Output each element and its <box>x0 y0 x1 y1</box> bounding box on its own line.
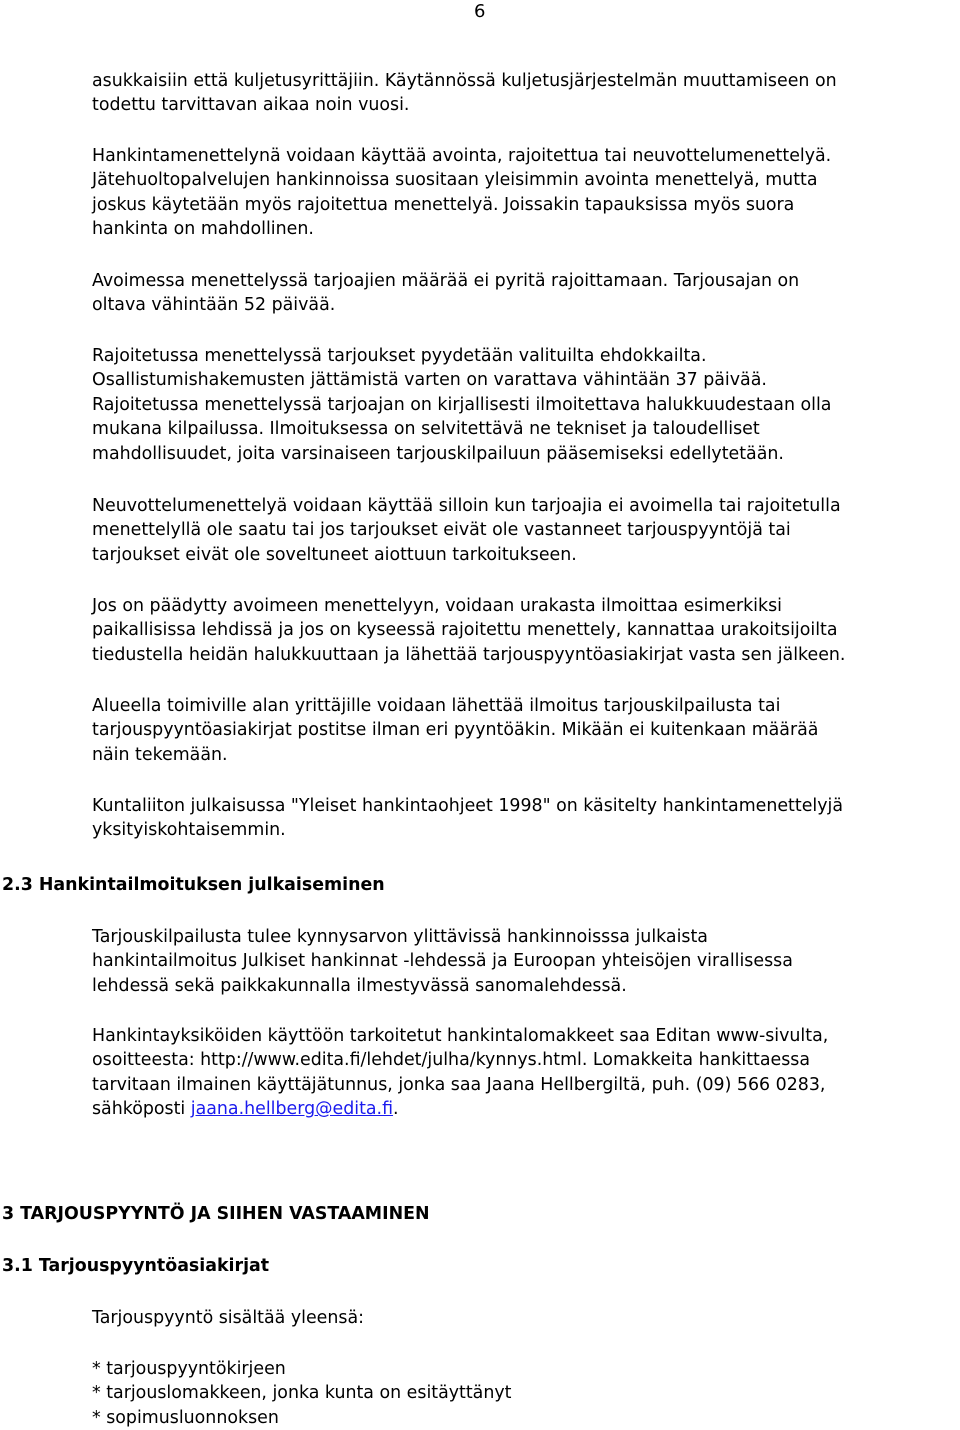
section-heading-2-3: 2.3 Hankintailmoituksen julkaiseminen <box>2 875 385 895</box>
text-line: hankintailmoitus Julkiset hankinnat -lehdessä ja Euroopan yhteisöjen virallisessa <box>92 951 793 972</box>
email-suffix: . <box>393 1099 399 1120</box>
text-line: menettelyllä ole saatu tai jos tarjoukset eivät ole vastanneet tarjouspyyntöjä tai <box>92 520 791 541</box>
text-line: Kuntaliiton julkaisussa "Yleiset hankintaohjeet 1998" on käsitelty hankintamenettelyjä <box>92 796 844 816</box>
text-line: Jos on päädytty avoimeen menettelyyn, voidaan urakasta ilmoittaa esimerkiksi <box>92 596 782 616</box>
chapter-heading-3: 3 TARJOUSPYYNTÖ JA SIIHEN VASTAAMINEN <box>2 1204 430 1224</box>
paragraph-procurement-methods <box>92 144 958 242</box>
text-line: Tarjouspyyntö sisältää yleensä: <box>92 1308 364 1328</box>
paragraph-open-procedure <box>92 269 958 318</box>
paragraph-transport-change <box>92 69 958 118</box>
text-line: Rajoitetussa menettelyssä tarjoukset pyydetään valituilta ehdokkailta. <box>92 346 707 366</box>
text-line: oltava vähintään 52 päivää. <box>92 295 336 316</box>
paragraph-forms-info <box>92 1024 958 1122</box>
text-line: Rajoitetussa menettelyssä tarjoajan on kirjallisesti ilmoitettava halukkuudestaan olla <box>92 394 832 415</box>
text-line: Hankintamenettelynä voidaan käyttää avointa, rajoitettua tai neuvottelumenettelyä. <box>92 146 832 166</box>
text-line <box>92 1097 958 1121</box>
paragraph-restricted-procedure <box>92 344 958 466</box>
text-line: tarvitaan ilmainen käyttäjätunnus, jonka saa Jaana Hellbergiltä, puh. (09) 566 0283, <box>92 1074 826 1095</box>
text-line: Avoimessa menettelyssä tarjoajien määrää ei pyritä rajoittamaan. Tarjousajan on <box>92 271 800 291</box>
text-line: asukkaisiin että kuljetusyrittäjiin. Käytännössä kuljetusjärjestelmän muuttamiseen on <box>92 71 837 91</box>
text-line: lehdessä sekä paikkakunnalla ilmestyvässä sanomalehdessä. <box>92 975 627 996</box>
text-line: mukana kilpailussa. Ilmoituksessa on selvitettävä ne tekniset ja taloudelliset <box>92 419 760 440</box>
text-line: mahdollisuudet, joita varsinaiseen tarjouskilpailuun pääsemiseksi edellytetään. <box>92 443 784 464</box>
text-line: Hankintayksiköiden käyttöön tarkoitetut hankintalomakkeet saa Editan www-sivulta, <box>92 1026 829 1046</box>
text-line: Neuvottelumenettelyä voidaan käyttää silloin kun tarjoajia ei avoimella tai rajoitetulla <box>92 496 841 516</box>
text-line: joskus käytetään myös rajoitettua menettelyä. Joissakin tapauksissa myös suora <box>92 194 795 215</box>
text-line: Jätehuoltopalvelujen hankinnoissa suositaan yleisimmin avointa menettelyä, mutta <box>92 170 818 191</box>
email-prefix: sähköposti <box>92 1099 191 1120</box>
paragraph-local-contractors <box>92 694 958 767</box>
text-line: osoitteesta: http://www.edita.fi/lehdet/julha/kynnys.html. Lomakkeita hankittaessa <box>92 1050 810 1071</box>
paragraph-kuntaliitto-publication <box>92 794 958 843</box>
text-line: Osallistumishakemusten jättämistä varten on varattava vähintään 37 päivää. <box>92 370 767 391</box>
section-heading-3-1: 3.1 Tarjouspyyntöasiakirjat <box>2 1256 270 1276</box>
text-line: Tarjouskilpailusta tulee kynnysarvon ylittävissä hankinnoisssa julkaista <box>92 927 708 947</box>
text-line: hankinta on mahdollinen. <box>92 219 314 240</box>
paragraph-announcement <box>92 594 958 667</box>
list-item: * sopimusluonnoksen <box>92 1407 279 1428</box>
email-link[interactable]: jaana.hellberg@edita.fi <box>190 1099 394 1120</box>
paragraph-negotiated-procedure <box>92 494 958 567</box>
document-list <box>92 1357 958 1430</box>
text-line: tarjoukset eivät ole soveltuneet aiottuun tarkoitukseen. <box>92 544 577 565</box>
paragraph-publication-requirement <box>92 925 958 998</box>
text-line: paikallisissa lehdissä ja jos on kyseessä rajoitettu menettely, kannattaa urakoitsijoilta <box>92 620 838 641</box>
text-line: Alueella toimiville alan yrittäjille voidaan lähettää ilmoitus tarjouskilpailusta tai <box>92 696 781 716</box>
text-line: tiedustella heidän halukkuuttaan ja lähettää tarjouspyyntöasiakirjat vasta sen jälkeen. <box>92 644 846 665</box>
list-item: * tarjouslomakkeen, jonka kunta on esitäyttänyt <box>92 1383 512 1404</box>
text-line: näin tekemään. <box>92 744 228 765</box>
list-item: * tarjouspyyntökirjeen <box>92 1359 286 1379</box>
text-line: yksityiskohtaisemmin. <box>92 820 286 841</box>
paragraph-request-contents <box>92 1306 958 1330</box>
text-line: todettu tarvittavan aikaa noin vuosi. <box>92 95 410 116</box>
text-line: tarjouspyyntöasiakirjat postitse ilman eri pyyntöäkin. Mikään ei kuitenkaan määrää <box>92 720 819 741</box>
page-number: 6 <box>474 1 486 22</box>
